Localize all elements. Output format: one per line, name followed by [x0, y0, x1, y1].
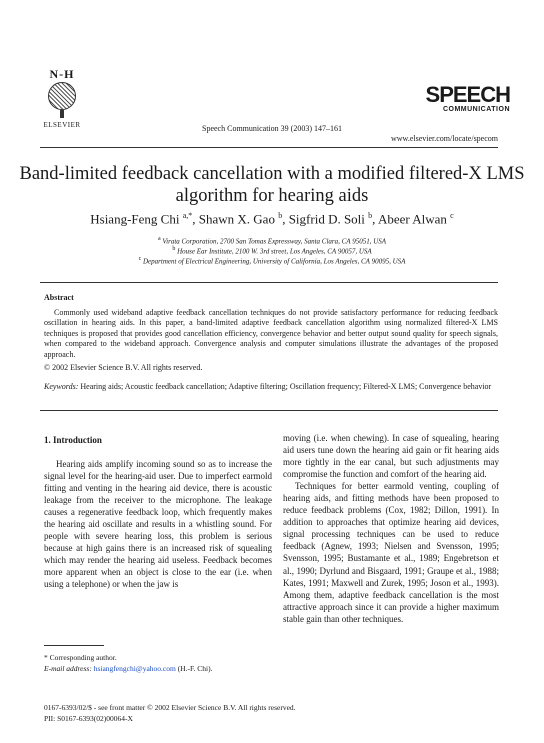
corresponding-author: * Corresponding author.: [44, 653, 117, 662]
author-sup: a,*: [182, 211, 193, 220]
keywords: [44, 382, 498, 392]
author-list: Hsiang-Feng Chi $^{a,*}$, Shawn X. Gao $^b$, Sigfrid D. Soli $^b$, Abeer Alwan $^c$: [90, 211, 454, 227]
pii-line: PII: S0167-6393(02)00064-X: [44, 714, 133, 723]
abstract-top-rule: [40, 282, 498, 283]
affiliation: [0, 246, 544, 255]
author-name: Abeer Alwan: [377, 211, 447, 227]
issn-line: 0167-6393/02/$ - see front matter © 2002 Elsevier Science B.V. All rights reserved.: [44, 703, 296, 712]
email-suffix: (H.-F. Chi).: [177, 664, 213, 673]
body-paragraph: Techniques for better earmold venting, coupling of hearing aids, and fitting methods have been proposed to reduce feedback problems (Cox, 1982; Dillon, 1991). In addition to approaches that optimize hearing aid devices, signal processing techniques can be used to reduce feedback (Agnew, 1993; Nielsen and Svensson, 1995; Svensson, 1995; Bustamante et al., 1989; Engebretson et al., 1990; Dyrlund and Bisgaard, 1991; Graupe et al., 1988; Kates, 1991; Maxwell and Zurek, 1995; Joson et al., 1993). Among them, adaptive feedback cancellation is the most attractive approach since it can provide a higher maximum stable gain than other techniques.: [283, 481, 499, 624]
affiliation: [0, 256, 544, 265]
affiliation-sup: a: [157, 236, 161, 242]
affiliation-text: House Ear Institute, 2100 W. 3rd street, Los Angeles, CA 90057, USA: [177, 247, 372, 256]
email-link[interactable]: hsiangfengchi@yahoo.com: [93, 664, 176, 673]
left-column: [44, 458, 272, 591]
abstract-copyright: © 2002 Elsevier Science B.V. All rights reserved.: [44, 363, 203, 372]
email-label: E-mail address:: [44, 664, 92, 673]
journal-logo-word1: SPEECH: [425, 82, 510, 107]
tree-icon: [48, 82, 76, 110]
elsevier-logo: [40, 68, 84, 132]
body-paragraph: moving (i.e. when chewing). In case of squealing, hearing aid users tune down the hearing aid gain or fit hearing aids more tightly in the ear canal, but such adjustments may compromise the function and comfort of the hearing aid.: [283, 433, 499, 480]
author-sup: b: [368, 211, 373, 220]
keywords-label: Keywords:: [44, 382, 79, 391]
abstract-bottom-rule: [40, 410, 498, 411]
footnote-rule: [44, 645, 104, 646]
footnote: [44, 652, 213, 674]
paper-title: Band-limited feedback cancellation with a modified filtered-X LMS algorithm for hearing aids: [19, 164, 525, 206]
body-paragraph: Hearing aids amplify incoming sound so as to increase the signal level for the hearing-aid user. Due to imperfect earmold fitting and venting in the hearing aid device, there is acoustic leakage from the receiver to the microphone. The leakage causes a regenerative feedback loop, which frequently makes the hearing aid oscillate and results in a whistling sound. For people with severe hearing loss, this problem is serious because at high gains there is an increased risk of squealing which may render the hearing aid useless. Feedback becomes more apparent when an object is close to the ear (i.e. when using a telephone) or when the jaw is: [44, 459, 272, 590]
affiliation-sup: b: [172, 246, 176, 252]
author-sup: b: [278, 211, 283, 220]
journal-logo: [410, 84, 510, 113]
publisher-logo-top: N-H: [49, 67, 75, 81]
section-heading: 1. Introduction: [44, 435, 102, 445]
trunk-icon: [60, 110, 64, 118]
publisher-name: ELSEVIER: [43, 121, 81, 129]
abstract-text: Commonly used wideband adaptive feedback cancellation techniques do not provide satisfactory performance for reducing feedback oscillation in hearing aids. In this paper, a band-limited adaptive feedback cancellation algorithm using normalized filtered-X LMS techniques is proposed that provides good cancellation efficiency, convergence behavior and better output sound quality for speech signals, when compared to the wideband approach. Convergence analysis and computer simulations illustrate the advantages of the proposed approach.: [44, 308, 498, 359]
author-name: Shawn X. Gao: [198, 211, 275, 227]
journal-logo-word2: COMMUNICATION: [442, 106, 510, 113]
author-name: Sigfrid D. Soli: [288, 211, 365, 227]
affiliation: [0, 236, 544, 245]
footer: [44, 702, 296, 724]
journal-reference: Speech Communication 39 (2003) 147–161: [202, 124, 342, 133]
journal-url[interactable]: www.elsevier.com/locate/specom: [391, 134, 498, 143]
affiliation-text: Department of Electrical Engineering, University of California, Los Angeles, CA 90095, USA: [143, 257, 406, 266]
affiliation-sup: c: [138, 256, 142, 262]
email-line: [44, 663, 213, 674]
author-sup: c: [450, 211, 454, 220]
author-name: Hsiang-Feng Chi: [90, 211, 180, 227]
keywords-text: Hearing aids; Acoustic feedback cancellation; Adaptive filtering; Oscillation frequency; Filtered-X LMS; Convergence behavior: [80, 382, 492, 391]
header-rule: [40, 147, 498, 148]
abstract-heading: Abstract: [44, 293, 74, 302]
affiliation-text: Virata Corporation, 2700 San Tomas Expressway, Santa Clara, CA 95051, USA: [162, 237, 387, 246]
right-column: [283, 432, 499, 625]
